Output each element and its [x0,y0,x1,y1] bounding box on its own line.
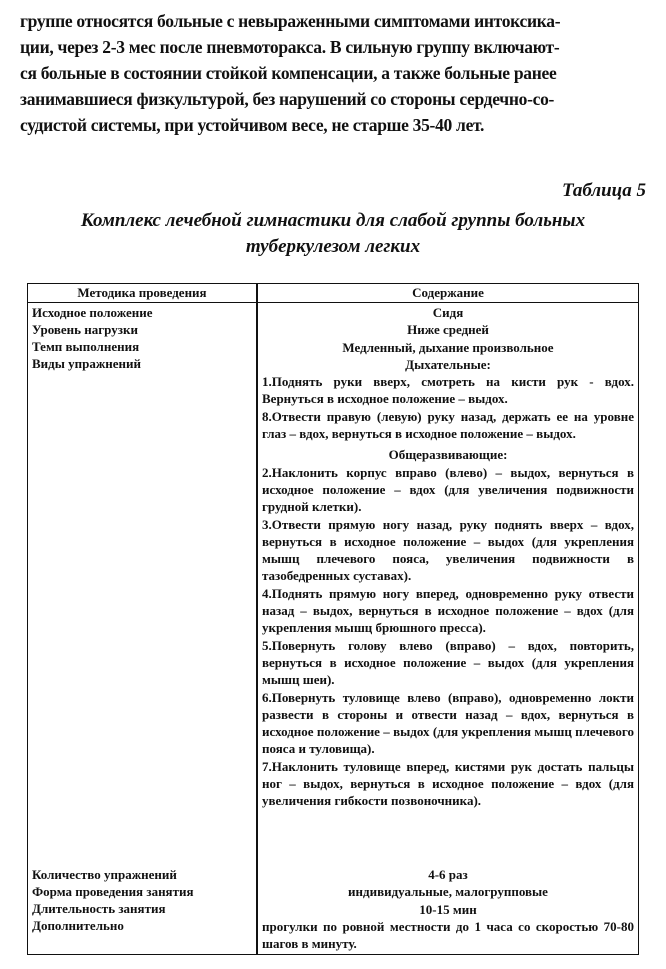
exercise-table [27,283,639,955]
exercise-item: 2.Наклонить корпус вправо (влево) – выдох, вернуться в исходное положение – вдох (для увеличения подвижности грудной клетки). [262,464,634,515]
row-value: Медленный, дыхание произвольное [342,339,554,355]
table-title-line: Комплекс лечебной гимнастики для слабой группы больных [80,210,586,231]
table-header [28,284,638,303]
table-title-line: туберкулезом легких [245,236,421,257]
intro-paragraph [20,8,648,138]
column-header-method: Методика проведения [77,285,207,300]
intro-line: группе относятся больные с невыраженными симптомами интоксика- [20,11,561,31]
row-value: 10-15 мин [419,901,477,917]
exercise-item: 5.Повернуть голову влево (вправо) – вдох, повторить, вернуться в исходное положение – выдох (для укрепления мышц шеи). [262,637,634,688]
exercise-item: 6.Повернуть туловище влево (вправо), одновременно локти развести в стороны и отвести назад – вдох, вернуться в исходное положение – выдох (для укрепления мышц плечевого пояса и туловища). [262,689,634,757]
exercise-item: 8.Отвести правую (левую) руку назад, держать ее на уровне глаз – вдох, вернуться в исходное положение – выдох. [262,408,634,442]
exercise-item: 3.Отвести прямую ногу назад, руку поднять вверх – вдох, вернуться в исходное положение – выдох (для укрепления мышц плечевого пояса, увеличения подвижности в тазобедренных суставах). [262,516,634,584]
content-bottom [262,866,634,952]
row-value: Сидя [432,305,464,320]
general-heading: Общеразвивающие: [388,447,508,463]
left-labels-top [32,304,254,372]
row-value: Дыхательные: [405,356,491,372]
intro-line: ся больные в состоянии стойкой компенсации, а также больные ранее [20,63,557,83]
row-label: Уровень нагрузки [32,322,138,337]
exercise-item: 1.Поднять руки вверх, смотреть на кисти рук - вдох. Вернуться в исходное положение – выдох. [262,374,634,407]
row-label: Дополнительно [32,918,124,933]
column-divider [256,284,258,954]
intro-line: судистой системы, при устойчивом весе, не старше 35-40 лет. [20,115,485,135]
intro-line: занимавшиеся физкультурой, без нарушений со стороны сердечно-со- [20,89,555,109]
table-number: Таблица 5 [561,180,646,201]
row-label: Длительность занятия [32,901,166,916]
content-column [262,304,634,810]
row-label: Форма проведения занятия [32,884,194,899]
row-value: прогулки по ровной местности до 1 часа со скоростью 70-80 шагов в минуту. [262,918,634,952]
row-label: Темп выполнения [32,339,140,354]
table-title [20,208,646,260]
intro-line: ции, через 2-3 мес после пневмоторакса. В сильную группу включают- [20,37,560,57]
column-header-content: Содержание [412,285,484,300]
row-label: Виды упражнений [32,356,142,371]
row-value: 4-6 раз [428,867,468,882]
row-label: Исходное положение [32,305,153,320]
exercise-item: 7.Наклонить туловище вперед, кистями рук достать пальцы ног – выдох, вернуться в исходное положение – вдох (для увеличения гибкости позвоночника). [262,758,634,809]
exercise-item: 4.Поднять прямую ногу вперед, одновременно руку отвести назад – выдох, вернуться в исходное положение – вдох (для укрепления мышц брюшного пресса). [262,585,634,636]
row-value: Ниже средней [407,322,489,338]
row-value: индивидуальные, малогрупповые [348,884,548,900]
left-labels-bottom [32,866,254,934]
row-label: Количество упражнений [32,867,177,882]
